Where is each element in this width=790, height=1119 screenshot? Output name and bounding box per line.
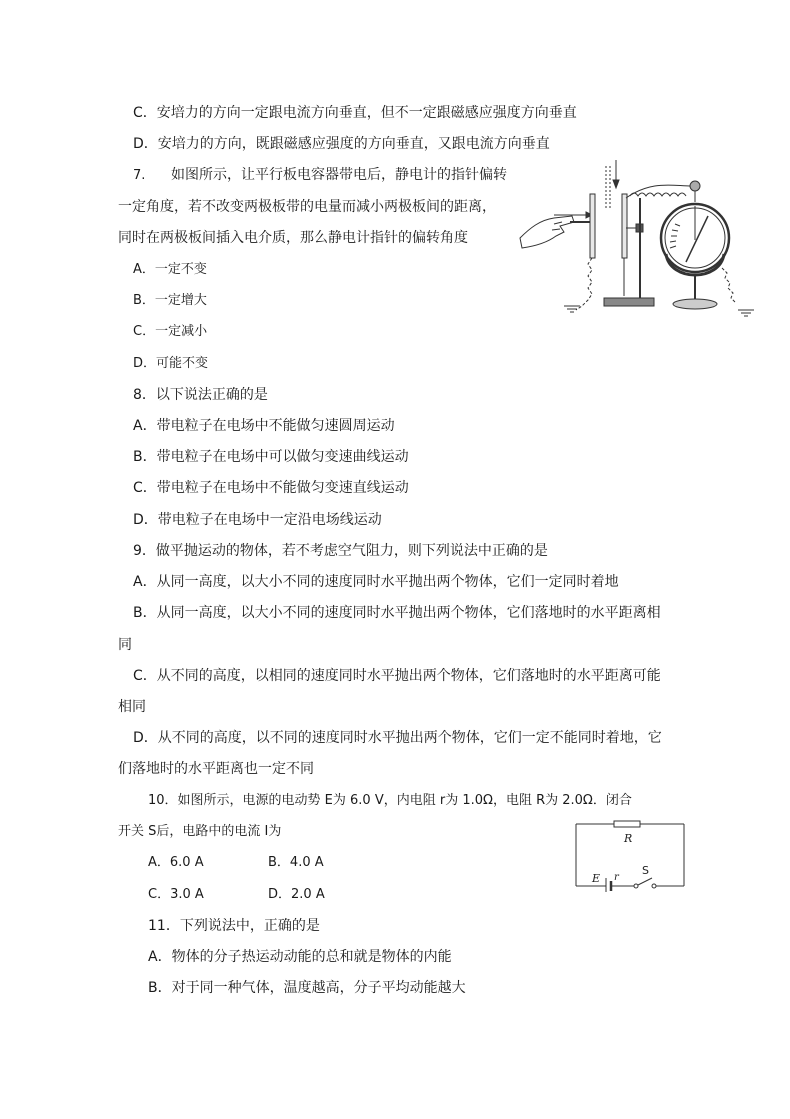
switch-label: S	[642, 864, 649, 877]
q8-option-c: C．带电粒子在电场中不能做匀变速直线运动	[133, 480, 409, 496]
q11-option-a: A．物体的分子热运动动能的总和就是物体的内能	[148, 949, 452, 965]
q11-stem: 11．下列说法中，正确的是	[148, 918, 320, 934]
q9-stem: 9．做平抛运动的物体，若不考虑空气阻力，则下列说法中正确的是	[133, 543, 548, 559]
q9-option-a: A．从同一高度，以大小不同的速度同时水平抛出两个物体，它们一定同时着地	[133, 574, 619, 590]
q7-stem-line2: 一定角度，若不改变两极板带的电量而减小两极板间的距离，	[118, 199, 496, 215]
q8-option-a: A．带电粒子在电场中不能做匀速圆周运动	[133, 418, 395, 434]
q8-option-d: D．带电粒子在电场中一定沿电场线运动	[133, 512, 382, 528]
circuit-figure	[572, 818, 690, 892]
q10-option-d: D．2.0 A	[268, 887, 325, 902]
q7-option-d: D．可能不变	[133, 356, 209, 371]
q9-option-c-line2: 相同	[118, 699, 146, 715]
q10-stem-line1: 10．如图所示，电源的电动势 E为 6.0 V，内电阻 r为 1.0Ω，电阻 R为 2.0Ω．闭合	[148, 793, 632, 808]
q10-stem-line2: 开关 S后，电路中的电流 I为	[118, 824, 282, 839]
q9-option-d-line1: D．从不同的高度，以不同的速度同时水平抛出两个物体，它们一定不能同时着地，它	[133, 730, 662, 746]
q7-stem-line1: 如图所示，让平行板电容器带电后，静电计的指针偏转	[171, 167, 507, 183]
q10-option-b: B．4.0 A	[268, 855, 324, 870]
q9-option-c-line1: C．从不同的高度，以相同的速度同时水平抛出两个物体，它们落地时的水平距离可能	[133, 668, 661, 684]
q7-option-c: C．一定减小	[133, 324, 208, 339]
option-c-prev: C．安培力的方向一定跟电流方向垂直，但不一定跟磁感应强度方向垂直	[133, 105, 577, 121]
q10-option-a: A．6.0 A	[148, 855, 204, 870]
q11-option-b: B．对于同一种气体，温度越高，分子平均动能越大	[148, 980, 466, 996]
q7-option-a: A．一定不变	[133, 262, 207, 277]
resistor-label: R	[624, 832, 633, 845]
q7-stem-line3: 同时在两极板间插入电介质，那么静电计指针的偏转角度	[118, 230, 468, 246]
q7-number: 7.	[133, 168, 146, 183]
option-d-prev: D．安培力的方向，既跟磁感应强度的方向垂直，又跟电流方向垂直	[133, 136, 550, 152]
internal-resistance-label: r	[614, 872, 619, 883]
q8-stem: 8．以下说法正确的是	[133, 387, 268, 403]
electroscope-figure	[512, 158, 757, 318]
q7-option-b: B．一定增大	[133, 293, 207, 308]
q9-option-d-line2: 们落地时的水平距离也一定不同	[118, 761, 314, 777]
q9-option-b-line1: B．从同一高度，以大小不同的速度同时水平抛出两个物体，它们落地时的水平距离相	[133, 605, 661, 621]
q9-option-b-line2: 同	[118, 637, 132, 653]
q8-option-b: B．带电粒子在电场中可以做匀变速曲线运动	[133, 449, 409, 465]
q10-option-c: C．3.0 A	[148, 887, 204, 902]
emf-label: E	[592, 872, 601, 885]
